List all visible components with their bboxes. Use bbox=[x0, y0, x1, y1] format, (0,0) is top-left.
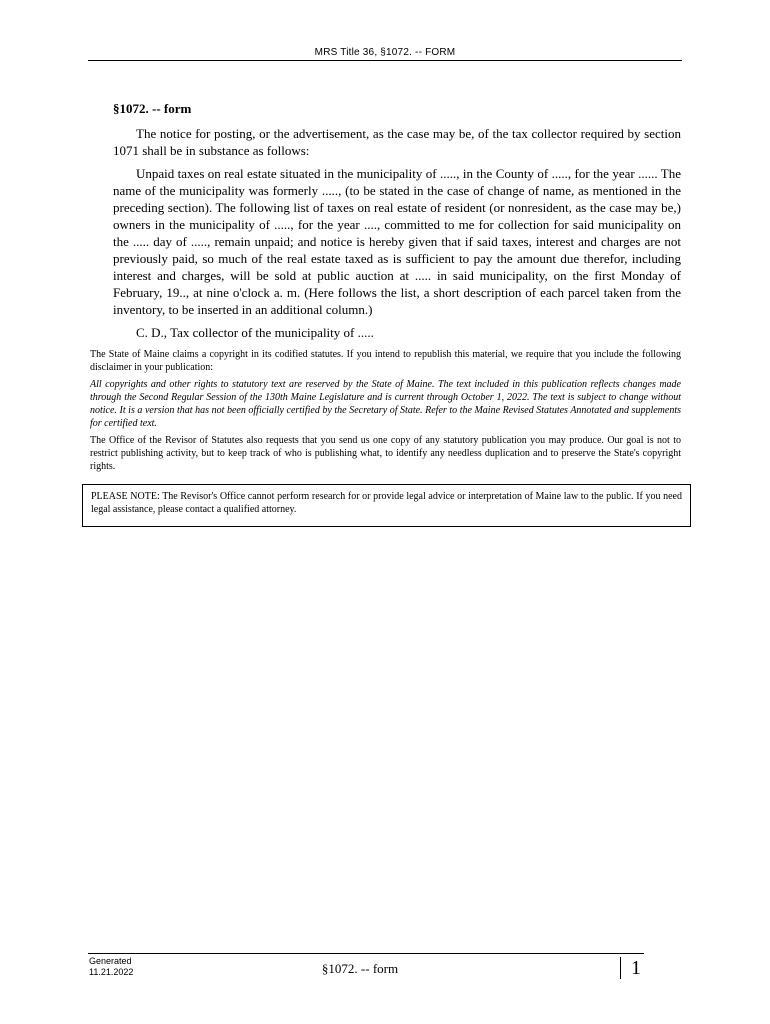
section-body bbox=[113, 100, 681, 347]
please-note-box: PLEASE NOTE: The Revisor's Office cannot perform research for or provide legal advice or interpretation of Maine law to the public. If you need legal assistance, please contact a qualified attorney. bbox=[82, 484, 691, 527]
paragraph-signature: C. D., Tax collector of the municipality of ..... bbox=[136, 325, 374, 340]
header-rule bbox=[88, 60, 682, 61]
copyright-statement: The State of Maine claims a copyright in its codified statutes. If you intend to republish this material, we require that you include the following disclaimer in your publication: bbox=[90, 349, 681, 373]
page-number: 1 bbox=[620, 957, 641, 979]
footer-rule bbox=[88, 953, 644, 954]
section-heading: §1072. -- form bbox=[113, 101, 192, 116]
footer-generated bbox=[89, 956, 133, 978]
paragraph-notice-text: Unpaid taxes on real estate situated in the municipality of ....., in the County of ....., for the year ...... The name of the municipality was formerly ....., (to be stated in the case of change of name, as mentioned in the preceding section). The following list of taxes on real estate of resident (or nonresident, as the case may be,) owners in the municipality of ....., for the year ...., committed to me for collection for said municipality on the ..... day of ....., remain unpaid; and notice is hereby given that if said taxes, interest and charges are not previously paid, so much of the real estate taxed as is sufficient to pay the amount due therefor, including interest and charges, will be sold at public auction at ..... in said municipality, on the first Monday of February, 19.., at nine o'clock a. m. (Here follows the list, a short description of each parcel taken from the inventory, to be inserted in an additional column.) bbox=[113, 166, 681, 317]
copyright-disclaimer: All copyrights and other rights to statutory text are reserved by the State of Maine. The text included in this publication reflects changes made through the Second Regular Session of the 130th Maine Legislature and is current through October 1, 2022. The text is subject to change without notice. It is a version that has not been officially certified by the Secretary of State. Refer to the Maine Revised Statutes Annotated and supplements for certified text. bbox=[90, 379, 681, 429]
paragraph-intro: The notice for posting, or the advertisement, as the case may be, of the tax collector required by section 1071 shall be in substance as follows: bbox=[113, 126, 681, 158]
generated-date: 11.21.2022 bbox=[89, 967, 134, 977]
copyright-notices bbox=[90, 348, 681, 477]
generated-label: Generated bbox=[89, 956, 132, 966]
revisor-request: The Office of the Revisor of Statutes also requests that you send us one copy of any statutory publication you may produce. Our goal is not to restrict publishing activity, but to keep track of who is publishing what, to identify any needless duplication and to preserve the State's copyright rights. bbox=[90, 435, 681, 472]
footer-section-label: §1072. -- form bbox=[321, 961, 399, 976]
page-header-title: MRS Title 36, §1072. -- FORM bbox=[314, 47, 456, 58]
